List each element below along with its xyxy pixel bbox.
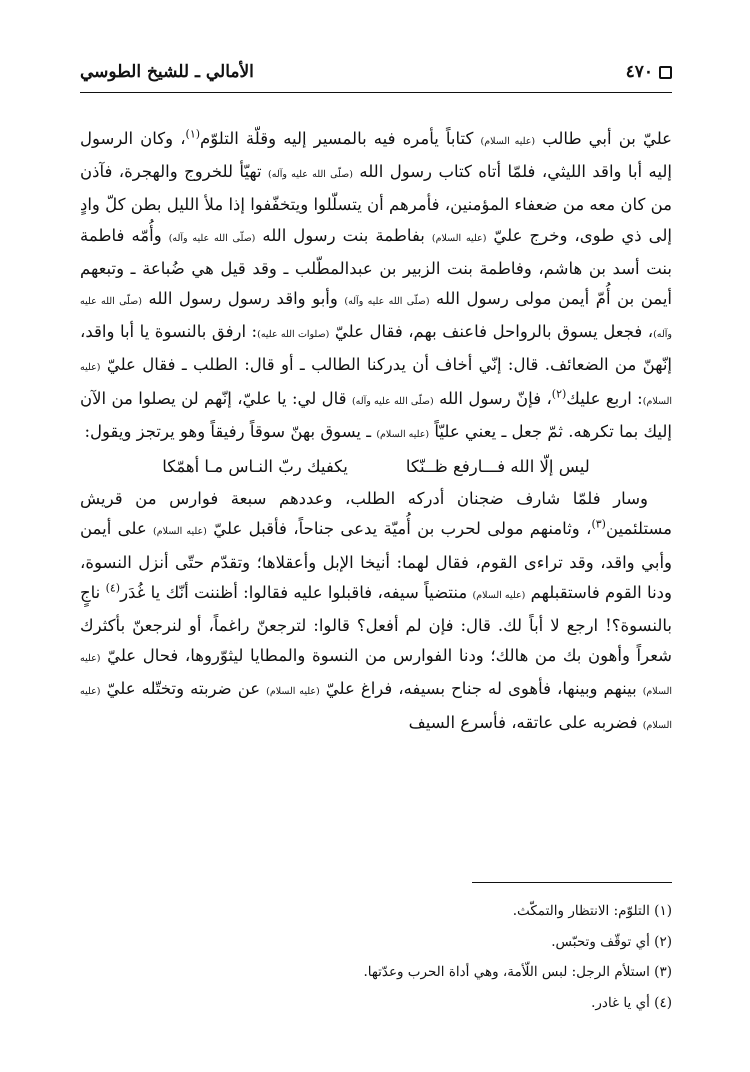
text-run: : ارفق بالنسوة يا أبا واقد، إنّهنّ من الضعائف. قال: إنّي أخاف أن يدركنا الطالب ـ أو قال: الطلب ـ فقال عليّ	[80, 322, 672, 375]
text-run: عليّ بن أبي طالب	[535, 129, 673, 148]
honorific: (عليه السلام)	[153, 526, 207, 538]
honorific: (عليه السلام)	[266, 686, 320, 698]
page-number-group	[626, 62, 672, 82]
footnote-divider	[472, 882, 672, 883]
text-run: بفاطمة بنت رسول الله	[255, 225, 432, 245]
text-run: وسار فلمّا شارف ضجنان أدركه الطلب، وعددهم سبعة فوارس من قريش مستلئمين	[80, 489, 673, 539]
text-run: على أيمن وأبي واقد، وقد تراءى القوم، فقال لهما: أنيخا الإبل وأعقلاها؛ وتقدّم حتّى أنزل النسوة، ودنا القوم فاستقبلهم	[80, 519, 672, 602]
page-header	[80, 58, 672, 93]
text-run: ـ يسوق بهنّ سوقاً رفيقاً وهو يرتجز ويقول:	[84, 421, 377, 441]
text-run: قال لي: يا عليّ، إنّهم لن يصلوا من الآن إليك بما تكرهه. ثمّ جعل ـ يعني عليّاً	[80, 388, 672, 441]
honorific: (صلّى الله عليه وآله)	[268, 169, 353, 181]
honorific: (عليه السلام)	[431, 232, 487, 244]
footnotes	[80, 896, 672, 1018]
honorific: (صلّى الله عليه وآله)	[351, 395, 434, 407]
footnote-ref: (٤)	[105, 581, 121, 595]
honorific: (صلّى الله عليه وآله)	[168, 232, 256, 244]
poem-verse	[80, 452, 672, 482]
text-run: ناجٍ بالنسوة؟! ارجع لا أباً لك. قال: فإن لم أفعل؟ قالوا: لترجعنّ راغماً، أو لنرجعنّ بأكثرك شعراً وأهون بك من هالك؛ ودنا الفوارس من النسوة والمطايا ليثوّروها، فحال عليّ	[80, 582, 672, 666]
text-run: ، فإنّ رسول الله	[433, 388, 552, 408]
honorific: (عليه السلام)	[472, 589, 526, 601]
text-run: تهيّأ للخروج والهجرة، فآذن من كان معه من ضعفاء المؤمنين، فأمرهم أن يتسلّلوا ويتخفّفوا إذا ملأ الليل بطن كلّ وادٍ إلى ذي طوى، وخرج عليّ	[80, 162, 672, 245]
honorific: (صلّى الله عليه وآله)	[80, 296, 672, 341]
text-run: وأبو واقد رسول رسول الله	[141, 289, 345, 309]
main-text	[80, 124, 672, 741]
page-number: ٤٧٠	[625, 62, 653, 82]
honorific: (صلّى الله عليه وآله)	[344, 296, 430, 308]
text-run: ، وكان الرسول إليه أبا واقد الليثي، فلمّا أتاه كتاب رسول الله	[80, 129, 672, 182]
text-run: عن ضربته وتختّله عليّ	[100, 679, 267, 699]
footnote-2: (٢) أي توقّف وتحبّس.	[551, 933, 672, 950]
paragraph-2	[80, 484, 672, 741]
honorific: (عليه السلام)	[80, 653, 672, 698]
running-title: الأمالي ـ للشيخ الطوسي	[80, 62, 254, 82]
footnote-1: (١) التلوّم: الانتظار والتمكّث.	[512, 903, 672, 919]
square-bullet-icon	[659, 66, 672, 79]
footnote-ref: (٢)	[551, 387, 567, 401]
honorific: (عليه السلام)	[480, 136, 536, 147]
honorific: (عليه السلام)	[80, 686, 672, 731]
footnote-3: (٣) استلأم الرجل: لبس اللّأمة، وهي أداة الحرب وعدّتها.	[363, 964, 672, 980]
text-run: وأُمّه فاطمة بنت أسد بن هاشم، وفاطمة بنت الزبير بن عبدالمطّلب ـ وقد قيل هي ضُباعة ـ وتبعهم أيمن بن أُمّ أيمن مولى رسول الله	[80, 225, 672, 309]
text-run: كتاباً يأمره فيه بالمسير إليه وقلّة التلوّم	[200, 129, 481, 148]
honorific: (عليه السلام)	[376, 428, 430, 440]
text-run: منتضياً سيفه، فاقبلوا عليه فقالوا: أظننت أنّك يا غُدَر	[120, 582, 473, 602]
text-run: : اربع عليك	[566, 388, 643, 408]
verse-second-half: يكفيك ربّ النـاس مـا أهمّكا	[162, 457, 348, 477]
text-run: فضربه على عاتقه، فأسرع السيف	[408, 712, 643, 732]
verse-first-half: ليس إلّا الله فـــارفع ظــنّكا	[405, 457, 590, 477]
text-run: ، وثامنهم مولى لحرب بن أُميّة يدعى جناحاً، فأقبل عليّ	[206, 519, 592, 539]
footnote-4: (٤) أي يا غادر.	[591, 994, 672, 1011]
text-run: ، فجعل يسوق بالرواحل فاعنف بهم، فقال عليّ	[329, 322, 654, 342]
footnote-ref: (١)	[185, 127, 201, 141]
paragraph-1	[80, 124, 672, 450]
honorific: (عليه السلام)	[80, 362, 672, 407]
honorific: (صلوات الله عليه)	[257, 329, 330, 341]
footnote-ref: (٣)	[591, 517, 606, 531]
text-run: بينهم وبينها، فأهوى له جناح بسيفه، فراغ عليّ	[319, 679, 643, 699]
